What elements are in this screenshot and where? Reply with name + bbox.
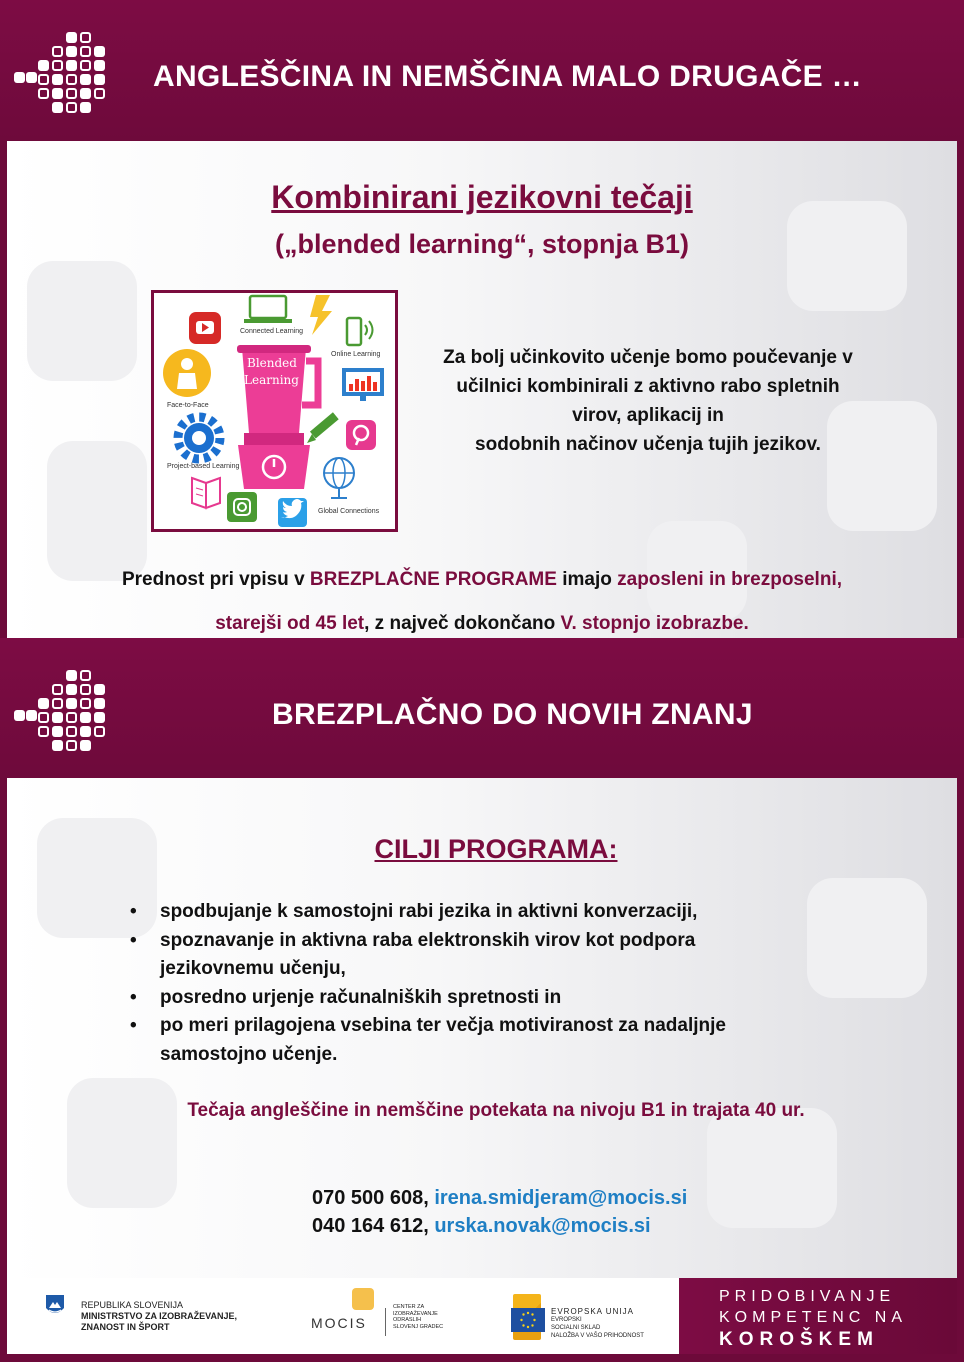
- list-item: • po meri prilagojena vsebina ter večja motiviranost za nadaljnje samostojno učenje.: [130, 1012, 800, 1069]
- intro-line: virov, aplikacij in: [572, 405, 724, 426]
- priority-text: [7, 558, 957, 646]
- slovenia-coat-of-arms-icon: [45, 1294, 65, 1318]
- list-item: • spodbujanje k samostojni rabi jezika in aktivni konverzaciji,: [130, 898, 830, 927]
- blender-label-1: Blended: [247, 356, 297, 370]
- chart-icon: [342, 368, 384, 401]
- instagram-icon: [227, 492, 257, 522]
- globe-icon: [324, 458, 354, 498]
- mocis-emblem-icon: [352, 1288, 374, 1310]
- eu-line: SOCIALNI SKLAD: [551, 1325, 601, 1331]
- course-title: Kombinirani jezikovni tečaji: [271, 179, 693, 215]
- priority-highlight: starejši od 45 let: [215, 613, 365, 634]
- eu-line: EVROPSKI: [551, 1317, 582, 1323]
- label-global: Global Connections: [318, 508, 380, 515]
- phone-number: 040 164 612,: [312, 1215, 435, 1237]
- priority-highlight: zaposleni in brezposelni,: [617, 569, 842, 590]
- label-face: Face-to-Face: [167, 402, 209, 409]
- intro-line: učilnici kombinirali z aktivno rabo spletnih: [456, 376, 840, 397]
- priority-part: Prednost pri vpisu v: [121, 569, 310, 590]
- priority-highlight: V. stopnjo izobrazbe.: [560, 613, 749, 634]
- contact-line: [312, 1184, 687, 1212]
- label-online: Online Learning: [331, 351, 381, 358]
- mocis-dots-logo: [14, 670, 106, 756]
- label-connected: Connected Learning: [240, 328, 304, 335]
- project-line-1: PRIDOBIVANJE: [719, 1288, 896, 1305]
- ministry-line: REPUBLIKA SLOVENIJA: [81, 1300, 184, 1310]
- person-icon: [163, 349, 211, 397]
- intro-line: sodobnih načinov učenja tujih jezikov.: [475, 434, 821, 455]
- mocis-sub-line: ODRASLIH: [393, 1317, 422, 1323]
- header-title: ANGLEŠČINA IN NEMŠČINA MALO DRUGAČE …: [153, 60, 862, 93]
- priority-highlight: BREZPLAČNE PROGRAME: [309, 569, 557, 590]
- mocis-divider: [385, 1308, 386, 1336]
- phone-number: 070 500 608,: [312, 1187, 435, 1209]
- contact-line: [312, 1212, 687, 1240]
- lightning-icon: [310, 295, 332, 335]
- eu-line: EVROPSKA UNIJA: [551, 1307, 634, 1316]
- youtube-icon: [189, 312, 221, 344]
- mocis-logo-text: MOCIS: [311, 1315, 367, 1331]
- ministry-line: ZNANOST IN ŠPORT: [81, 1322, 170, 1332]
- email-link[interactable]: irena.smidjeram@mocis.si: [434, 1187, 688, 1209]
- list-item: • spoznavanje in aktivna raba elektronskih virov kot podpora jezikovnemu učenju,: [130, 927, 760, 984]
- project-line-3: KOROŠKEM: [719, 1329, 879, 1350]
- header-band: [0, 0, 964, 141]
- gear-icon: [178, 417, 220, 459]
- eu-line: NALOŽBA V VAŠO PRIHODNOST: [551, 1333, 644, 1339]
- mocis-dots-logo: [14, 32, 106, 118]
- free-banner: [0, 638, 964, 778]
- blended-learning-illustration: [151, 290, 398, 532]
- courses-note: Tečaja angleščine in nemščine potekata na nivoju B1 in trajata 40 ur.: [187, 1100, 805, 1121]
- blender-label-2: Learning: [244, 373, 299, 387]
- mocis-sub-line: IZOBRAŽEVANJE: [393, 1310, 438, 1317]
- eu-stars: [511, 1308, 545, 1332]
- free-banner-title: BREZPLAČNO DO NOVIH ZNANJ: [272, 698, 753, 731]
- project-line-2: KOMPETENC NA: [719, 1309, 908, 1326]
- goals-list: [130, 898, 830, 1069]
- ministry-line: MINISTRSTVO ZA IZOBRAŽEVANJE,: [81, 1311, 238, 1321]
- email-link[interactable]: urska.novak@mocis.si: [434, 1215, 651, 1237]
- laptop-icon: [244, 296, 292, 323]
- twitter-icon: [278, 498, 307, 527]
- phone-icon: [347, 318, 373, 345]
- mocis-subtitle: [393, 1304, 443, 1330]
- ministry-text: [81, 1300, 237, 1333]
- eu-text: [551, 1308, 644, 1340]
- intro-line: Za bolj učinkovito učenje bomo poučevanje v: [443, 347, 853, 368]
- list-item: • posredno urjenje računalniških spretnosti in: [130, 984, 830, 1013]
- pinterest-icon: [346, 420, 376, 450]
- footer-logos: [7, 1278, 679, 1354]
- contact-block: [312, 1184, 687, 1240]
- mocis-sub-line: CENTER ZA: [393, 1304, 425, 1310]
- course-subtitle: („blended learning“, stopnja B1): [274, 229, 690, 259]
- eu-flag-icon: [511, 1308, 545, 1332]
- pencil-icon: [307, 412, 339, 443]
- mocis-sub-line: SLOVENJ GRADEC: [393, 1323, 444, 1330]
- priority-part: imajo: [556, 569, 618, 590]
- priority-part: , z največ dokončano: [364, 613, 561, 634]
- project-badge: [679, 1278, 957, 1354]
- goals-heading: CILJI PROGRAMA:: [374, 834, 618, 864]
- label-project: Project-based Learning: [167, 463, 240, 470]
- intro-text: [408, 343, 888, 459]
- book-icon: [192, 478, 220, 508]
